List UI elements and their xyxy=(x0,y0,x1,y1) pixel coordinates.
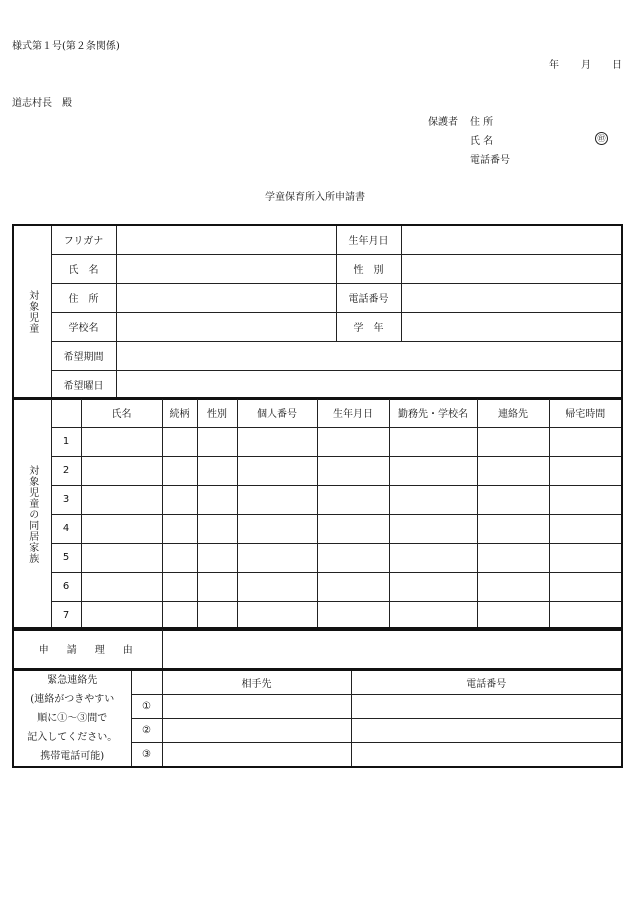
family-cell[interactable] xyxy=(162,543,197,572)
family-cell[interactable] xyxy=(549,456,622,485)
family-cell[interactable] xyxy=(237,456,317,485)
row-number: 7 xyxy=(51,601,81,630)
child-side-label: 対象児童 xyxy=(13,225,51,399)
child-info-table xyxy=(12,224,623,400)
emergency-phone-field[interactable] xyxy=(351,743,622,767)
gender-label: 性 別 xyxy=(336,254,401,283)
reason-label: 申 請 理 由 xyxy=(13,628,162,669)
family-cell[interactable] xyxy=(81,427,162,456)
row-number-header xyxy=(51,398,81,427)
family-cell[interactable] xyxy=(477,601,549,630)
emergency-phone-field[interactable] xyxy=(351,719,622,743)
family-side-label: 対象児童の同居家族 xyxy=(13,398,51,630)
date-year: 年 xyxy=(549,60,559,71)
family-cell[interactable] xyxy=(237,572,317,601)
family-cell[interactable] xyxy=(389,427,477,456)
period-label: 希望期間 xyxy=(51,341,116,370)
family-cell[interactable] xyxy=(197,427,237,456)
family-cell[interactable] xyxy=(237,485,317,514)
family-cell[interactable] xyxy=(549,572,622,601)
family-cell[interactable] xyxy=(477,543,549,572)
family-table xyxy=(12,397,623,631)
family-cell[interactable] xyxy=(197,601,237,630)
family-cell[interactable] xyxy=(389,485,477,514)
family-cell[interactable] xyxy=(162,427,197,456)
family-cell[interactable] xyxy=(162,456,197,485)
table-row xyxy=(13,485,622,514)
family-cell[interactable] xyxy=(197,543,237,572)
child-name-label: 氏 名 xyxy=(51,254,116,283)
address-field[interactable] xyxy=(116,283,336,312)
school-field[interactable] xyxy=(116,312,336,341)
reason-field[interactable] xyxy=(162,628,622,669)
col-header-contact: 連絡先 xyxy=(477,398,549,427)
addressee: 道志村長 殿 xyxy=(12,98,72,109)
col-header-phone: 電話番号 xyxy=(351,670,622,694)
family-cell[interactable] xyxy=(389,543,477,572)
family-cell[interactable] xyxy=(197,572,237,601)
family-cell[interactable] xyxy=(81,456,162,485)
family-cell[interactable] xyxy=(389,456,477,485)
family-cell[interactable] xyxy=(477,456,549,485)
days-field[interactable] xyxy=(116,370,622,399)
phone-label: 電話番号 xyxy=(336,283,401,312)
table-row xyxy=(13,601,622,630)
family-cell[interactable] xyxy=(237,514,317,543)
guardian-address-label: 住 所 xyxy=(470,117,494,128)
col-header-workplace: 勤務先・学校名 xyxy=(389,398,477,427)
table-row xyxy=(13,543,622,572)
family-cell[interactable] xyxy=(549,543,622,572)
family-cell[interactable] xyxy=(317,485,389,514)
family-cell[interactable] xyxy=(549,427,622,456)
family-cell[interactable] xyxy=(389,572,477,601)
birthdate-label: 生年月日 xyxy=(336,225,401,254)
family-cell[interactable] xyxy=(81,601,162,630)
family-cell[interactable] xyxy=(317,427,389,456)
table-row xyxy=(13,572,622,601)
birthdate-field[interactable] xyxy=(401,225,622,254)
form-number: 様式第１号(第２条関係) xyxy=(12,41,120,52)
family-cell[interactable] xyxy=(389,514,477,543)
family-cell[interactable] xyxy=(549,485,622,514)
family-cell[interactable] xyxy=(317,572,389,601)
guardian-phone-label: 電話番号 xyxy=(470,155,510,166)
family-cell[interactable] xyxy=(477,485,549,514)
family-cell[interactable] xyxy=(162,485,197,514)
family-cell[interactable] xyxy=(81,572,162,601)
row-number: 3 xyxy=(51,485,81,514)
row-number: 1 xyxy=(51,427,81,456)
row-mark: ③ xyxy=(131,743,162,767)
family-cell[interactable] xyxy=(477,572,549,601)
col-header-id-number: 個人番号 xyxy=(237,398,317,427)
family-cell[interactable] xyxy=(197,485,237,514)
row-number: 4 xyxy=(51,514,81,543)
family-cell[interactable] xyxy=(317,543,389,572)
date-day: 日 xyxy=(612,60,622,71)
family-cell[interactable] xyxy=(389,601,477,630)
family-cell[interactable] xyxy=(162,601,197,630)
family-cell[interactable] xyxy=(81,514,162,543)
family-cell[interactable] xyxy=(317,456,389,485)
seal-mark: ㊞ xyxy=(595,132,608,145)
reason-table xyxy=(12,627,623,670)
grade-field[interactable] xyxy=(401,312,622,341)
row-number: 6 xyxy=(51,572,81,601)
family-cell[interactable] xyxy=(237,601,317,630)
guardian-label: 保護者 xyxy=(428,117,458,128)
date-month: 月 xyxy=(581,60,591,71)
family-cell[interactable] xyxy=(197,456,237,485)
emergency-contact-field[interactable] xyxy=(162,694,351,718)
school-label: 学校名 xyxy=(51,312,116,341)
days-label: 希望曜日 xyxy=(51,370,116,399)
emergency-contact-field[interactable] xyxy=(162,719,351,743)
family-cell[interactable] xyxy=(549,514,622,543)
row-mark: ② xyxy=(131,719,162,743)
address-label: 住 所 xyxy=(51,283,116,312)
col-header-relation: 続柄 xyxy=(162,398,197,427)
guardian-name-label: 氏 名 xyxy=(470,136,494,147)
col-header-birthdate: 生年月日 xyxy=(317,398,389,427)
phone-field[interactable] xyxy=(401,283,622,312)
family-cell[interactable] xyxy=(549,601,622,630)
furigana-field[interactable] xyxy=(116,225,336,254)
col-header-contact-person: 相手先 xyxy=(162,670,351,694)
col-header-gender: 性別 xyxy=(197,398,237,427)
row-mark: ① xyxy=(131,694,162,718)
furigana-label: フリガナ xyxy=(51,225,116,254)
family-cell[interactable] xyxy=(81,543,162,572)
table-row xyxy=(13,427,622,456)
row-number: 2 xyxy=(51,456,81,485)
col-header-return-time: 帰宅時間 xyxy=(549,398,622,427)
col-header-name: 氏名 xyxy=(81,398,162,427)
period-field[interactable] xyxy=(116,341,622,370)
family-cell[interactable] xyxy=(317,601,389,630)
emergency-table xyxy=(12,669,623,768)
family-cell[interactable] xyxy=(162,572,197,601)
row-number: 5 xyxy=(51,543,81,572)
family-cell[interactable] xyxy=(477,427,549,456)
emergency-phone-field[interactable] xyxy=(351,694,622,718)
emergency-label: 緊急連絡先 (連絡がつきやすい 順に①～③間で 記入してください。 携帯電話可能) xyxy=(13,670,131,767)
child-name-field[interactable] xyxy=(116,254,336,283)
gender-field[interactable] xyxy=(401,254,622,283)
table-row xyxy=(13,456,622,485)
family-cell[interactable] xyxy=(237,427,317,456)
table-row xyxy=(13,514,622,543)
family-cell[interactable] xyxy=(162,514,197,543)
family-cell[interactable] xyxy=(477,514,549,543)
family-cell[interactable] xyxy=(81,485,162,514)
grade-label: 学 年 xyxy=(336,312,401,341)
page-title: 学童保育所入所申請書 xyxy=(265,192,365,203)
emergency-contact-field[interactable] xyxy=(162,743,351,767)
family-cell[interactable] xyxy=(237,543,317,572)
mark-header xyxy=(131,670,162,694)
family-cell[interactable] xyxy=(317,514,389,543)
family-cell[interactable] xyxy=(197,514,237,543)
